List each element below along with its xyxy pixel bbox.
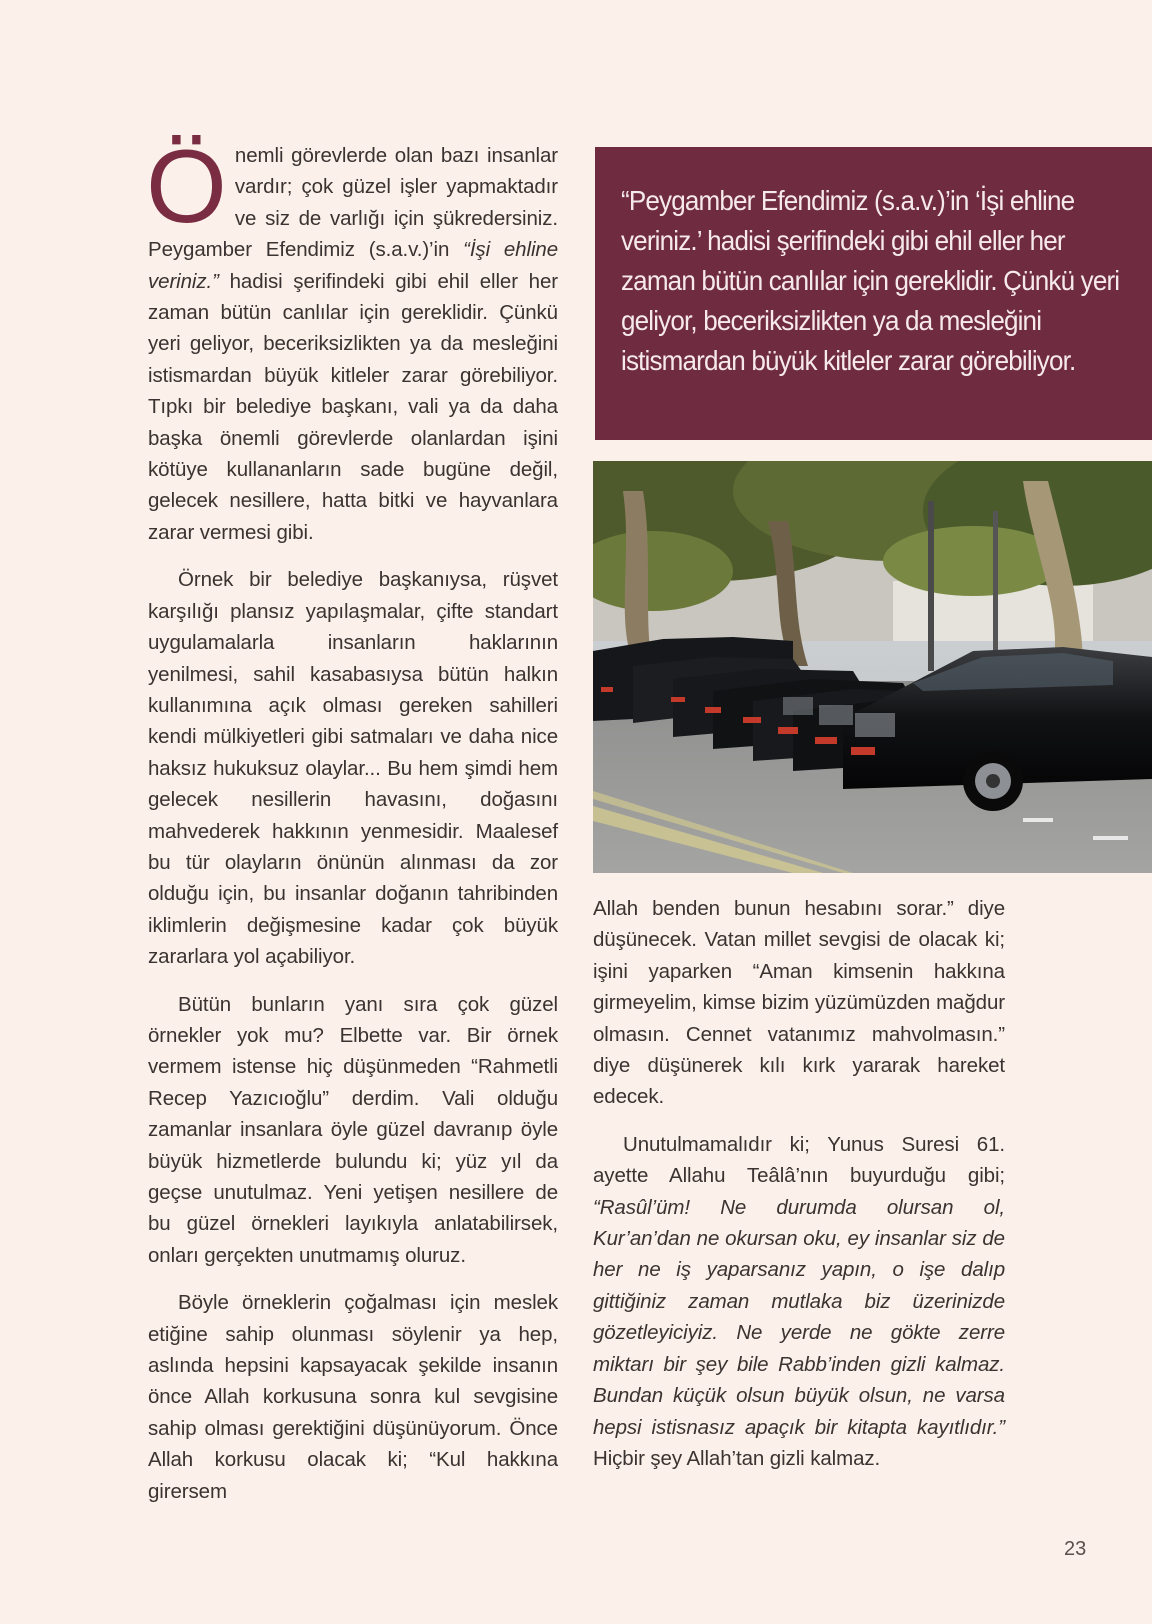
paragraph-5: Allah benden bunun hesabını sorar.” diye düşünecek. Vatan millet sevgisi de olacak ki; işini yaparken “Aman kimsenin hakkına girmeyelim, kimse bizim yüzümüzden mağdur olmasın. Cennet vatanımız mahvolmasın.” diye düşünerek kılı kırk yararak hareket edecek.	[593, 897, 1005, 1109]
pull-quote-text: “Peygamber Efendimiz (s.a.v.)’in ‘İşi ehline veriniz.’ hadisi şerifindeki gibi ehil eller her zaman bütün canlılar için gereklidir. Çünkü yeri geliyor, beceriksizlikten ya da mesleğini istismardan büyük kitleler zarar görebiliyor.	[621, 185, 1120, 376]
verse-quote: “Rasûl’üm! Ne durumda olursan ol, Kur’an’dan ne okursan oku, ey insanlar siz de her ne iş yaparsanız yapın, o işe dalıp gittiğiniz zaman mutlaka biz üzerinizde gözetleyiciyiz. Ne yerde ne gökte zerre miktarı bir şey bile Rabb’inden gizli kalmaz. Bundan küçük olsun büyük olsun, ne varsa hepsi istisnasız apaçık bir kitapta kayıtlıdır.”	[593, 1195, 1005, 1439]
first-paragraph-block	[146, 129, 558, 548]
paragraph-4: Böyle örneklerin çoğalması için meslek etiğine sahip olunması söylenir ya hep, aslında hepsini kapsayacak şekilde insanın önce Allah korkusuna sonra kul sevgisine sahip olması gerektiğini düşünüyorum. Önce Allah korkusu olacak ki; “Kul hakkına girersem	[148, 1291, 558, 1503]
photo-illustration	[593, 461, 1152, 873]
paragraph-3: Bütün bunların yanı sıra çok güzel örnekler yok mu? Elbette var. Bir örnek vermem istense hiç düşünmeden “Rahmetli Recep Yazıcıoğlu” derdim. Vali olduğu zamanlar insanlara öyle güzel davranıp öyle büyük hizmetlerde bulundu ki; yüz yıl da geçse unutulmaz. Yeni yetişen nesillere de bu güzel örnekleri layıkıyla anlatabilirsek, onları gerçekten unutmamış oluruz.	[148, 992, 558, 1267]
hadith-quote: “İşi ehline veriniz.”	[148, 238, 558, 293]
paragraph-6	[593, 1129, 1005, 1474]
paragraph-1-rest: hadisi şerifindeki gibi ehil eller her zaman bütün canlılar için gereklidir. Çünkü yeri geliyor, beceriksizlikten ya da mesleğini istismardan büyük kitleler zarar görebiliyor. Tıpkı bir belediye başkanı, vali ya da daha başka önemli görevlerde olanlardan işini kötüye kullananların sade bugüne değil, gelecek nesillere, hatta bitki ve hayvanlara zarar vermesi gibi.	[148, 269, 558, 544]
paragraph-6-lead: Unutulmamalıdır ki; Yunus Suresi 61. ayette Allahu Teâlâ’nın buyurduğu gibi;	[593, 1132, 1005, 1188]
paragraph-2: Örnek bir belediye başkanıysa, rüşvet karşılığı plansız yapılaşmalar, çifte standart uygulamalarla insanların haklarının yenilmesi, sahil kasabasıysa bütün halkın kullanımına açık olması gereken sahilleri kendi mülkiyetleri gibi satmaları ve daha nice haksız hukuksuz olaylar... Bu hem şimdi hem gelecek nesillerin havasını, doğasını mahvederek hakkının yenmesidir. Maalesef bu tür olayların önünün alınması da zor olduğu için, bu insanlar doğanın tahribinden iklimlerin değişmesine kadar çok büyük zararlara yol açabiliyor.	[148, 568, 558, 969]
left-column	[146, 129, 558, 1507]
right-column	[593, 893, 1005, 1474]
photo-parked-cars	[593, 461, 1152, 873]
paragraph-6-rest: Hiçbir şey Allah’tan gizli kalmaz.	[593, 1446, 881, 1470]
page-number: 23	[1064, 1538, 1087, 1560]
paragraph-1-lead: nemli görevlerde olan bazı insanlar vardır; çok güzel işler yapmaktadır ve siz de varlığı için şükredersiniz. Peygamber Efendimiz (s.a.v.)’in	[148, 144, 558, 262]
pull-quote-box	[595, 147, 1152, 440]
drop-cap: Ö	[146, 129, 227, 245]
